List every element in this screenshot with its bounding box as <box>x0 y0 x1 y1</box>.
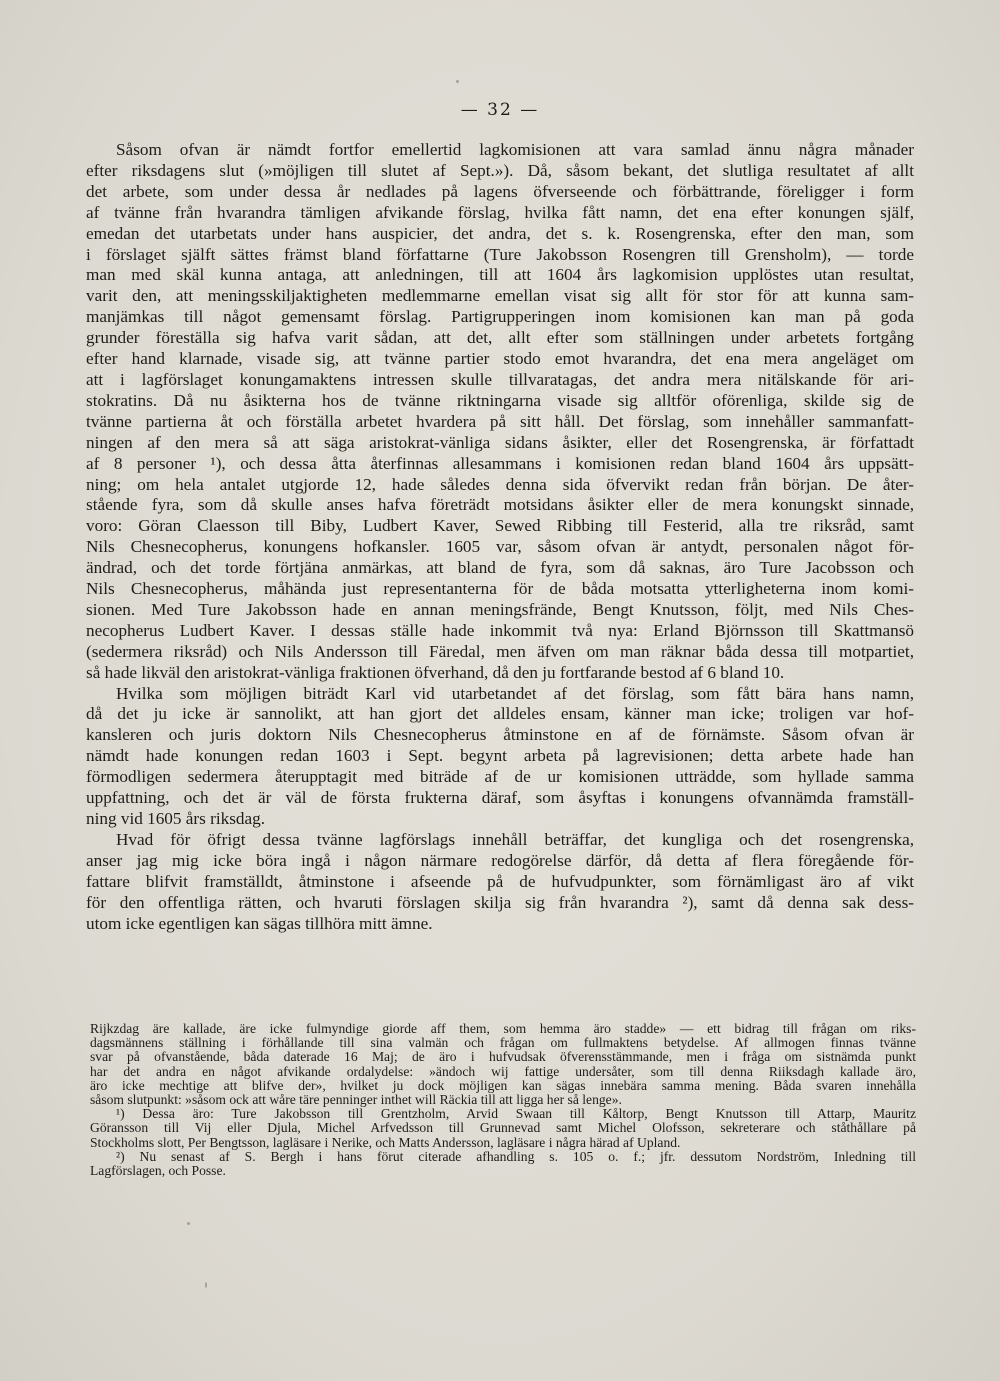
text-line: då det ju icke är sannolikt, att han gjort det alldeles ensam, känner man icke; troligen var hof- <box>86 704 914 724</box>
text-line: för den offentliga rätten, och hvaruti förslagen skilja sig från hvarandra ²), samt då denna sak dess- <box>86 892 914 912</box>
text-line: det arbete, som under dessa år nedlades på lagens öfverseende och förbättrande, föreligger i form <box>86 181 914 201</box>
text-line: ning vid 1605 års riksdag. <box>86 809 266 828</box>
text-line: varit den, att meningsskiljaktigheten medlemmarne emellan visat sig allt för stor för att kunna sam- <box>86 286 914 306</box>
text-line: förmodligen sedermera återupptagit med biträde af de ur komisionen utträdde, som hyllade samma <box>86 767 914 787</box>
text-line: ning; om hela antalet utgjorde 12, hade således denna sida öfvervikt redan från början. De åter- <box>86 474 914 494</box>
text-line: ningen af den mera så att säga aristokrat-vänliga sidans åsikter, eller det Rosengrenska, är författadt <box>86 432 914 452</box>
text-line: necopherus Ludbert Kaver. I dessas ställe hade inkommit två nya: Erland Björnsson till Skattmansö <box>86 620 914 640</box>
text-line: uppfattning, och det är väl de första frukterna däraf, som åsyftas i konungens ofvannämda framställ- <box>86 788 914 808</box>
paper-speck <box>187 1222 190 1225</box>
text-line: af tvänne från hvarandra tämligen afvikande förslag, hvilka fått namn, det ena efter konungen själf, <box>86 202 914 222</box>
text-line: utom icke egentligen kan sägas tillhöra mitt ämne. <box>86 913 433 933</box>
text-line: efter hand klarnade, visade sig, att tvänne partier stodo emot hvarandra, det ena mera angeläget om <box>86 349 914 369</box>
footnote-line: Rijkzdag äre kallade, äre icke fulmyndige giorde aff them, som hemma äro stadde» — ett bidrag till frågan om riks- <box>90 1022 916 1036</box>
text-line: grunder föreställa sig hafva varit sådan, att det, allt efter som ställningen under arbetets fortgång <box>86 328 914 348</box>
footnote-line: dagsmännens ställning i förhållande till sina valmän och frågan om fullmaktens betydelse. Af allmogen finnas tvänne <box>90 1036 916 1051</box>
footnote-line: ²) Nu senast af S. Bergh i hans förut citerade afhandling s. 105 o. f.; jfr. dessutom Nordström, Inledning till <box>116 1149 916 1164</box>
text-line: emedan det utarbetats under hans auspicier, det andra, det s. k. Rosengrenska, efter den man, som <box>86 223 914 243</box>
text-line: stående fyra, som då skulle anses hafva företrädt motsidans åsikter eller de mera konungskt sinnade, <box>86 495 914 515</box>
paper-speck <box>456 80 459 83</box>
footnote-line: såsom slutpunkt: »såsom ock att wåre täre penninger inthet will Räckia till att ligga her så lenge». <box>90 1093 622 1108</box>
text-line: kansleren och juris doktorn Nils Chesnecopherus åtminstone en af de förnämste. Såsom ofvan är <box>86 725 914 745</box>
text-line: Hvad för öfrigt dessa tvänne lagförslags innehåll beträffar, det kungliga och det rosengrenska, <box>116 829 914 849</box>
footnote-line: Lagförslagen, och Posse. <box>90 1164 226 1179</box>
footnotes <box>90 1022 916 1178</box>
footnote-line: har det andra en något afvikande ordalydelse: »ändoch wij fattige undersåter, som till denna Riiksdagh kallade äro, <box>90 1064 916 1079</box>
text-line: manjämkas till något gemensamt förslag. Partigrupperingen inom komisionen kan man på goda <box>86 307 914 327</box>
text-line: man med skäl kunna antaga, att anledningen, till att 1604 års lagkomision upplöstes utan resultat, <box>86 265 914 285</box>
text-line: i förslaget själft sättes främst bland författarne (Ture Jakobsson Rosengren till Grensholm), — torde <box>86 244 914 264</box>
text-line: nämdt hade konungen redan 1603 i Sept. begynt arbeta på lagrevisionen; detta arbete hade han <box>86 746 914 766</box>
text-line: af 8 personer ¹), och dessa åtta återfinnas allesammans i komisionen redan bland 1604 års uppsätt- <box>86 453 914 473</box>
footnote-line: svar på ofvanstående, båda daterade 16 Maj; de äro i hufvudsak öfverensstämmande, men i fråga om sistnämda punkt <box>90 1050 916 1065</box>
text-line: efter riksdagens slut (»möjligen till slutet af Sept.»). Då, såsom bekant, det slutliga resultatet af allt <box>86 160 914 180</box>
text-line: Såsom ofvan är nämdt fortfor emellertid lagkomisionen att vara samlad ännu några månader <box>116 140 914 159</box>
footnote-line: äro icke mechtige att blifve der», hvilket ju dock möjligen kan sägas innebära samma mening. Båda svaren innehålla <box>90 1078 916 1093</box>
text-line: Nils Chesnecopherus, måhända just representanterna för de båda motsatta ytterligheterna inom komi- <box>86 579 914 599</box>
footnote-line: ¹) Dessa äro: Ture Jakobsson till Grentzholm, Arvid Swaan till Kåltorp, Bengt Knutsson till Attarp, Mauritz <box>116 1107 916 1122</box>
text-line: stokratins. Då nu åsikterna hos de tvänne riktningarna visade sig alltför oförenliga, skilde sig de <box>86 390 914 410</box>
main-text <box>86 140 914 934</box>
text-line: så hade likväl den aristokrat-vänliga fraktionen öfverhand, då den ju fortfarande bestod af 6 bland 10. <box>86 662 785 682</box>
text-line: voro: Göran Claesson till Biby, Ludbert Kaver, Sewed Ribbing till Festerid, alla tre riksråd, samt <box>86 516 914 536</box>
text-line: anser jag mig icke böra ingå i någon närmare redogörelse därför, då detta af flera föregående för- <box>86 850 914 870</box>
text-line: att i lagförslaget konungamaktens intressen skulle tillvaratagas, det andra mera nitälskande för ari- <box>86 369 914 389</box>
text-line: fattare blifvit framställdt, åtminstone i afseende på de hufvudpunkter, som förnämligast äro af vikt <box>86 871 914 891</box>
page-number: — 32 — <box>460 100 540 120</box>
text-line: Nils Chesnecopherus, konungens hofkansler. 1605 var, såsom ofvan är antydt, personalen något för- <box>86 537 914 557</box>
text-line: tvänne partierna åt och förställa arbetet hvardera på sitt håll. Det förslag, som innehåller sammanfatt- <box>86 411 914 431</box>
text-line: ändrad, och det torde förtjäna anmärkas, att bland de fyra, som då saknas, äro Ture Jacobsson och <box>86 558 914 578</box>
footnote-line: Stockholms slott, Per Bengtsson, lagläsare i Nerike, och Matts Andersson, lagläsare i några härad af Upland. <box>90 1135 681 1150</box>
text-line: sionen. Med Ture Jakobsson hade en annan meningsfrände, Bengt Knutsson, följt, med Nils Ches- <box>86 599 914 619</box>
footnote-line: Göransson till Vij eller Djula, Michel Arfvedsson till Grunnevad samt Michel Olofsson, sekreterare och ståthållare på <box>90 1121 916 1136</box>
text-line: Hvilka som möjligen biträdt Karl vid utarbetandet af det förslag, som fått bära hans namn, <box>116 683 914 703</box>
paper-speck <box>205 1282 207 1288</box>
text-line: (sedermera riksråd) och Nils Andersson till Färedal, men äfven om man räknar båda dessa till motpartiet, <box>86 641 914 661</box>
